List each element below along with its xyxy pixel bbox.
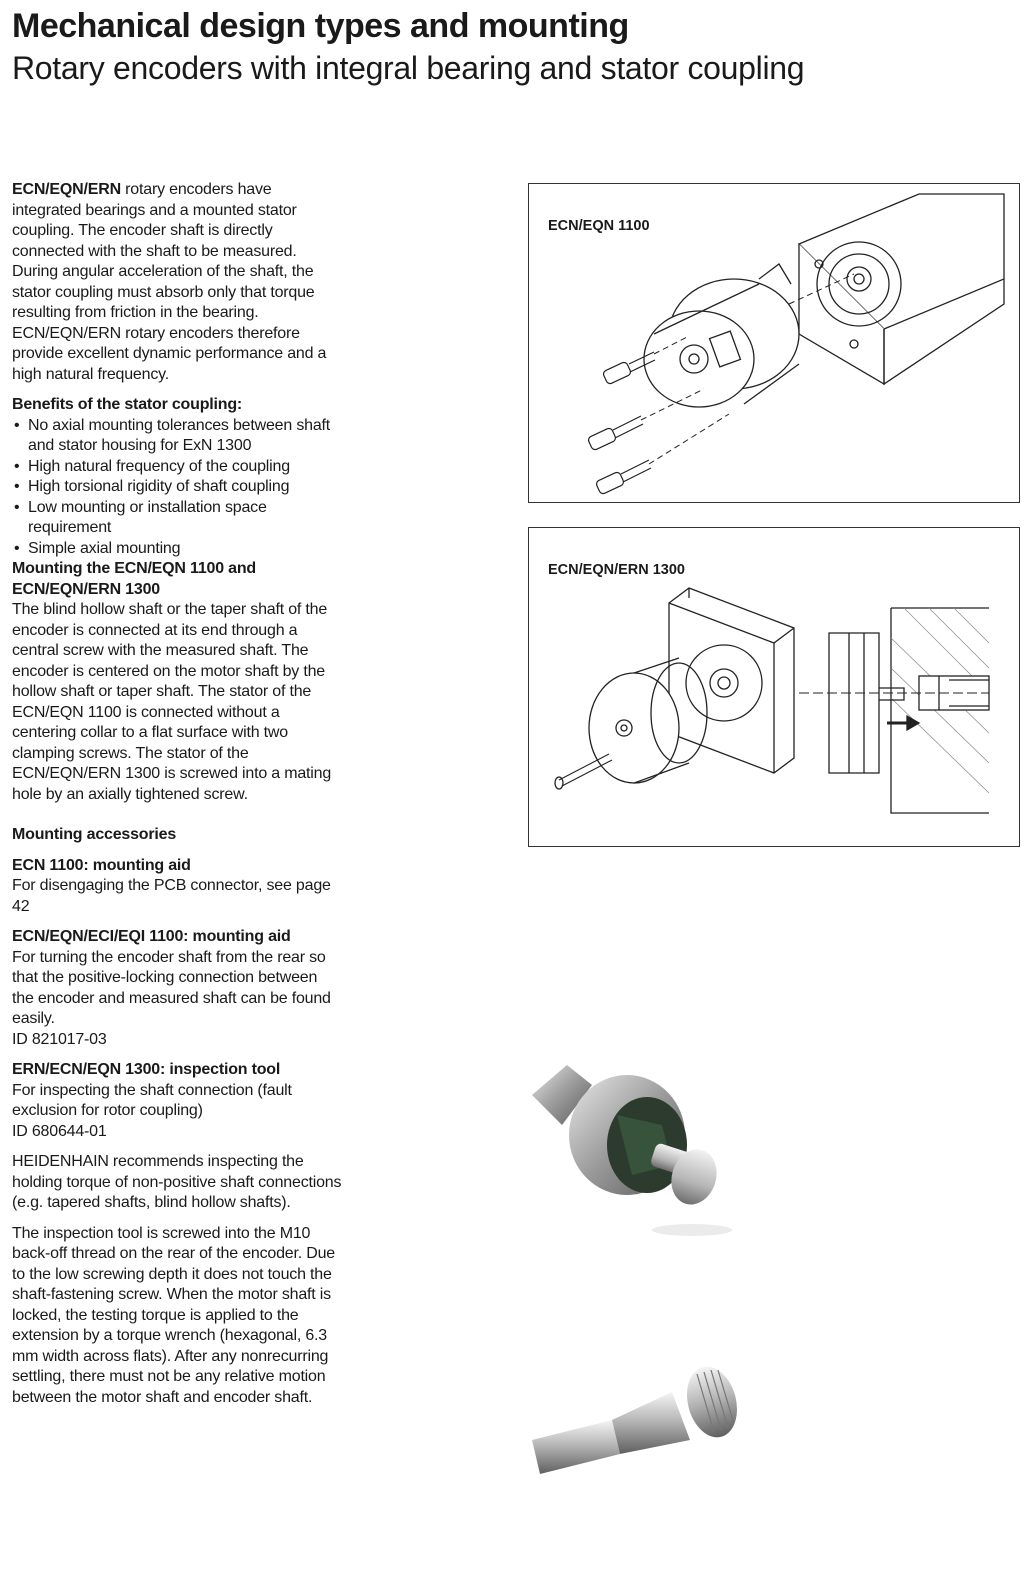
benefit-item: • Simple axial mounting <box>12 539 342 560</box>
note-holding-torque: HEIDENHAIN recommends inspecting the holding torque of non-positive shaft connections (e.g. tapered shafts, blind hollow shafts). <box>12 1153 342 1211</box>
figure-label-ecn-eqn-ern-1300: ECN/EQN/ERN 1300 <box>548 562 685 578</box>
note-inspection-tool: The inspection tool is screwed into the M10 back-off thread on the rear of the encoder. Due to the low screwing depth it does not touch the shaft-fastening screw. When the motor shaft is locked, the testing torque is applied to the extension by a torque wrench (hexagonal, 6.3 mm width across flats). After any nonrecurring settling, there must not be any relative motion between the motor shaft and encoder shaft. <box>12 1224 335 1406</box>
figure-ecn-eqn-1100 <box>528 183 1020 503</box>
benefit-item: • Low mounting or installation space requirement <box>12 498 342 539</box>
benefits-heading: Benefits of the stator coupling: <box>12 396 243 413</box>
tool-heading: ERN/ECN/EQN 1300: inspection tool <box>12 1061 281 1078</box>
figure-ecn-eqn-ern-1300 <box>528 527 1020 847</box>
text-column <box>12 180 342 1408</box>
inspection-tool-image <box>522 1362 752 1484</box>
benefits-list <box>12 416 342 560</box>
tool-id: ID 680644-01 <box>12 1122 107 1140</box>
benefit-item: • No axial mounting tolerances between shaft and stator housing for ExN 1300 <box>12 416 342 457</box>
tool-text: For inspecting the shaft connection (fault exclusion for rotor coupling) <box>12 1081 292 1119</box>
mounting-aid-photo <box>522 1055 732 1245</box>
intro-text: rotary encoders have integrated bearings and a mounted stator coupling. The encoder shaft is directly connected with the shaft to be measured. During angular acceleration of the shaft, the stator coupling must absorb only that torque resulting from friction in the bearing. ECN/EQN/ERN rotary encoders therefore provide excellent dynamic performance and a high natural frequency. <box>12 181 327 383</box>
inspection-tool-photo <box>522 1362 752 1484</box>
page-title: Mechanical design types and mounting <box>12 7 629 45</box>
mounting-text: The blind hollow shaft or the taper shaft of the encoder is connected at its end through a central screw with the measured shaft. The encoder is centered on the motor shaft by the hollow shaft or taper shaft. The stator of the ECN/EQN 1100 is connected without a centering collar to a flat surface with two clamping screws. The stator of the ECN/EQN/ERN 1300 is screwed into a mating hole by an axially tightened screw. <box>12 601 332 803</box>
benefit-item: • High torsional rigidity of shaft coupling <box>12 477 342 498</box>
intro-paragraph <box>12 180 342 385</box>
aid2-text: For turning the encoder shaft from the rear so that the positive-locking connection between the encoder and measured shaft can be found easily. <box>12 948 331 1027</box>
benefit-item: • High natural frequency of the coupling <box>12 457 342 478</box>
aid1-text: For disengaging the PCB connector, see page 42 <box>12 877 331 915</box>
mounting-heading: Mounting the ECN/EQN 1100 and ECN/EQN/ERN 1300 <box>12 560 257 598</box>
accessories-heading: Mounting accessories <box>12 826 177 843</box>
aid1-heading: ECN 1100: mounting aid <box>12 856 191 874</box>
mounting-aid-image <box>522 1055 732 1245</box>
figure-label-ecn-eqn-1100: ECN/EQN 1100 <box>548 218 650 234</box>
aid2-id: ID 821017-03 <box>12 1030 107 1048</box>
intro-lead: ECN/EQN/ERN <box>12 181 121 198</box>
aid2-heading: ECN/EQN/ECI/EQI 1100: mounting aid <box>12 928 291 945</box>
page-subtitle: Rotary encoders with integral bearing and stator coupling <box>12 50 805 86</box>
